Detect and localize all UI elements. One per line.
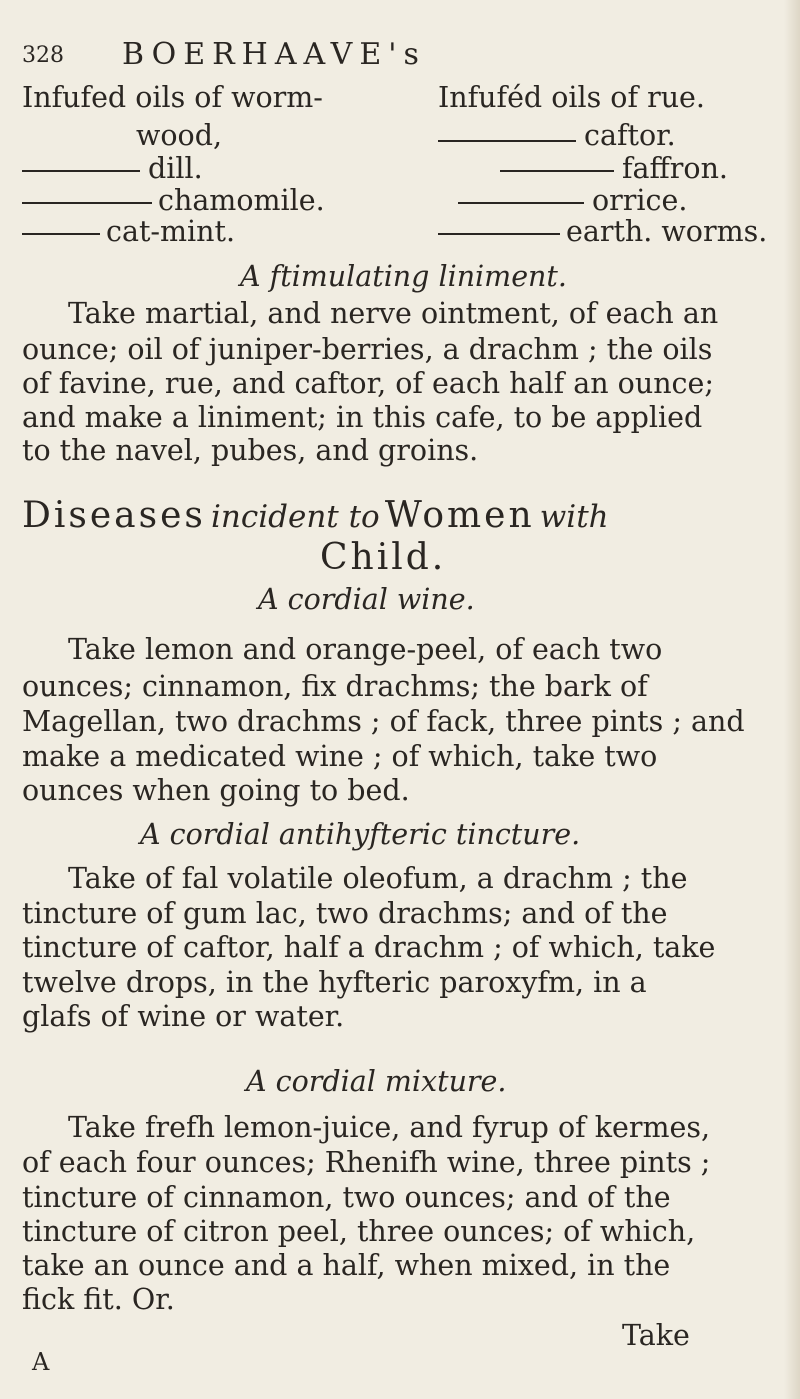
oil-list-right-1: Infuféd oils of rue. <box>438 81 705 114</box>
ditto-rule <box>22 233 100 235</box>
text-line: ounces when going to bed. <box>22 774 410 807</box>
text-line: tincture of cinnamon, two ounces; and of the <box>22 1181 671 1214</box>
text-line: Magellan, two drachms ; of fack, three pints ; and <box>22 705 745 738</box>
section-title-mixture: A cordial mixture. <box>246 1065 507 1098</box>
section-title-cordial-wine: A cordial wine. <box>258 583 475 616</box>
ditto-rule <box>438 233 560 235</box>
section-title-tincture: A cordial antihyfteric tincture. <box>140 818 581 851</box>
chapter-word-women: Women <box>384 495 535 536</box>
page-edge-shadow <box>784 0 800 1399</box>
text-line: tincture of gum lac, two drachms; and of the <box>22 897 668 930</box>
ditto-rule <box>438 140 576 142</box>
text-line: and make a liniment; in this cafe, to be applied <box>22 401 703 434</box>
text-line: of favine, rue, and caftor, of each half an ounce; <box>22 367 714 400</box>
oil-list-right-2: caftor. <box>584 119 676 152</box>
oil-list-left-1a: Infufed oils of worm- <box>22 81 323 114</box>
oil-list-right-3: faffron. <box>622 152 728 185</box>
ditto-rule <box>22 170 140 172</box>
text-line: fick fit. Or. <box>22 1283 175 1316</box>
text-line: Take lemon and orange-peel, of each two <box>68 633 663 666</box>
text-line: tincture of citron peel, three ounces; of which, <box>22 1215 696 1248</box>
chapter-heading <box>22 495 609 536</box>
section-title-liniment: A ftimulating liniment. <box>240 260 567 293</box>
ditto-rule <box>458 202 584 204</box>
oil-list-left-3: chamomile. <box>158 184 325 217</box>
text-line: to the navel, pubes, and groins. <box>22 434 479 467</box>
text-line: Take of fal volatile oleofum, a drachm ; the <box>68 862 688 895</box>
oil-list-right-4: orrice. <box>592 184 688 217</box>
ditto-rule <box>22 202 152 204</box>
chapter-word-diseases: Diseases <box>22 495 206 536</box>
oil-list-left-4: cat-mint. <box>106 215 236 248</box>
chapter-word-incident: incident to <box>210 499 380 535</box>
oil-list-left-2: dill. <box>148 152 203 185</box>
text-line: take an ounce and a half, when mixed, in the <box>22 1249 671 1282</box>
running-title: BOERHAAVE's <box>122 37 426 72</box>
ditto-rule <box>500 170 614 172</box>
text-line: Take frefh lemon-juice, and fyrup of kermes, <box>68 1111 711 1144</box>
oil-list-left-1b: wood, <box>136 119 223 152</box>
text-line: make a medicated wine ; of which, take two <box>22 740 658 773</box>
page-number: 328 <box>22 43 64 68</box>
text-line: ounce; oil of juniper-berries, a drachm ; the oils <box>22 333 713 366</box>
text-line: twelve drops, in the hyfteric paroxyfm, in a <box>22 966 647 999</box>
chapter-word-with: with <box>539 499 609 535</box>
text-line: Take martial, and nerve ointment, of each an <box>68 297 719 330</box>
text-line: of each four ounces; Rhenifh wine, three pints ; <box>22 1146 711 1179</box>
text-line: glafs of wine or water. <box>22 1000 345 1033</box>
oil-list-right-5: earth. worms. <box>566 215 768 248</box>
catchword: Take <box>622 1319 690 1352</box>
text-line: tincture of caftor, half a drachm ; of which, take <box>22 931 716 964</box>
signature-mark: A <box>32 1348 50 1376</box>
text-line: ounces; cinnamon, fix drachms; the bark of <box>22 670 648 703</box>
chapter-heading-child: Child. <box>320 537 447 578</box>
